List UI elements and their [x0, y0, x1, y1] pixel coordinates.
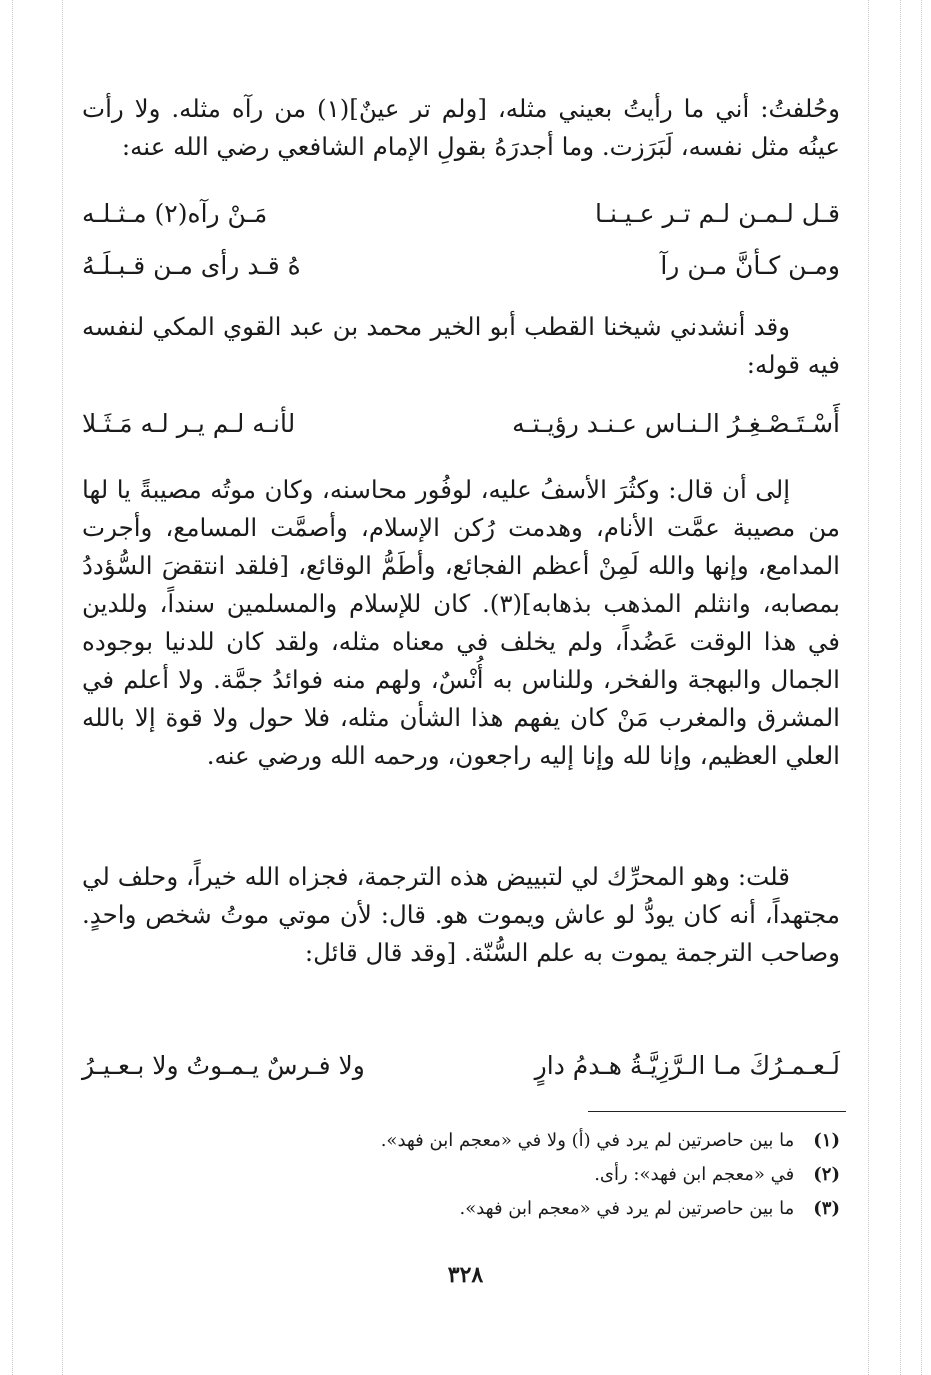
footnote-item — [200, 1158, 840, 1192]
paragraph-oath — [82, 90, 840, 166]
footnote-item — [200, 1192, 840, 1226]
paragraph-text: وحُلفتُ: أني ما رأيتُ بعيني مثله، [ولم تر عينٌ](١) من رآه مثله. ولا رأت عينُه مثل نفسه، لَبَرَزت. وما أجدرَهُ بقولِ الإمام الشافعي رضي الله عنه: — [82, 94, 840, 161]
verse-second-hemistich: لأنـه لـم يـر لـه مَـثَـلا — [82, 409, 296, 438]
poem-verse — [82, 246, 840, 286]
footnote-number: (٣) — [813, 1198, 840, 1219]
paragraph-text: إلى أن قال: وكثُرَ الأسفُ عليه، لوفُور محاسنه، وكان موتُه مصيبةً يا لها من مصيبة عمَّت الأنام، وهدمت رُكن الإسلام، وأصمَّت المسامع، وأجرت المدامع، وإنها والله لَمِنْ أعظم الفجائع، وأطَمُّ الوقائع، [فلقد انتقضَ السُّؤددُ بمصابه، وانثلم المذهب بذهابه](٣). كان للإسلام والمسلمين سنداً، وللدين في هذا الوقت عَضُداً، ولم يخلف في معناه مثله، ولقد كان للدنيا بوجوده الجمال والبهجة والفخر، وللناس به أُنْسٌ، ولهم منه فوائدُ جمَّة. ولا أعلم في المشرق والمغرب مَنْ كان يفهم هذا الشأن مثله، فلا حول ولا قوة إلا بالله العلي العظيم، وإنا لله وإنا إليه راجعون، ورحمه الله ورضي عنه. — [82, 475, 840, 770]
poem-verse — [82, 194, 840, 234]
scan-guide-line — [868, 0, 869, 1375]
footnote-item — [200, 1124, 840, 1158]
scan-guide-line — [900, 0, 901, 1375]
paragraph-recitation — [82, 308, 840, 384]
footnote-text: في «معجم ابن فهد»: رأى. — [594, 1164, 795, 1185]
verse-first-hemistich: أَسْـتَـصْـغِـرُ الـنـاس عـنـد رؤيـتـه — [512, 409, 840, 438]
verse-first-hemistich: قـل لـمـن لـم تـر عـيـنـا — [595, 199, 840, 228]
verse-first-hemistich: لَـعـمـرُكَ مـا الـرَّزِيَّـةُ هـدمُ دارٍ — [534, 1051, 840, 1080]
scan-guide-line — [62, 0, 63, 1375]
verse-second-hemistich: ولا فـرسٌ يـمـوتُ ولا بـعـيـرُ — [82, 1051, 365, 1080]
scan-guide-line — [12, 0, 13, 1375]
verse-first-hemistich: ومـن كـأنَّ مـن رآ — [660, 251, 840, 280]
footnote-text: ما بين حاصرتين لم يرد في «معجم ابن فهد». — [459, 1198, 795, 1219]
paragraph-text: وقد أنشدني شيخنا القطب أبو الخير محمد بن عبد القوي المكي لنفسه فيه قوله: — [82, 312, 840, 379]
verse-second-hemistich: هُ قـد رأى مـن قـبـلَـهُ — [82, 251, 301, 280]
poem-verse — [82, 1046, 840, 1086]
poem-verse — [82, 404, 840, 444]
paragraph-eulogy — [82, 471, 840, 775]
footnote-text: ما بين حاصرتين لم يرد في (أ) ولا في «معجم ابن فهد». — [380, 1130, 795, 1151]
footnote-number: (١) — [813, 1130, 840, 1151]
scan-guide-line — [921, 0, 922, 1375]
paragraph-author-note — [82, 858, 840, 972]
paragraph-text: قلت: وهو المحرِّك لي لتبييض هذه الترجمة، فجزاه الله خيراً، وحلف لي مجتهداً، أنه كان يودُّ لو عاش ويموت هو. قال: لأن موتي موتُ شخص واحدٍ. وصاحب الترجمة يموت به علم السُّنّة. [وقد قال قائل: — [82, 862, 840, 967]
footnote-number: (٢) — [813, 1164, 840, 1185]
footnotes — [200, 1124, 840, 1226]
page-number: ٣٢٨ — [447, 1262, 484, 1288]
verse-second-hemistich: مَـنْ رآه(٢) مـثـلـه — [82, 199, 268, 228]
footnote-separator — [588, 1111, 846, 1112]
